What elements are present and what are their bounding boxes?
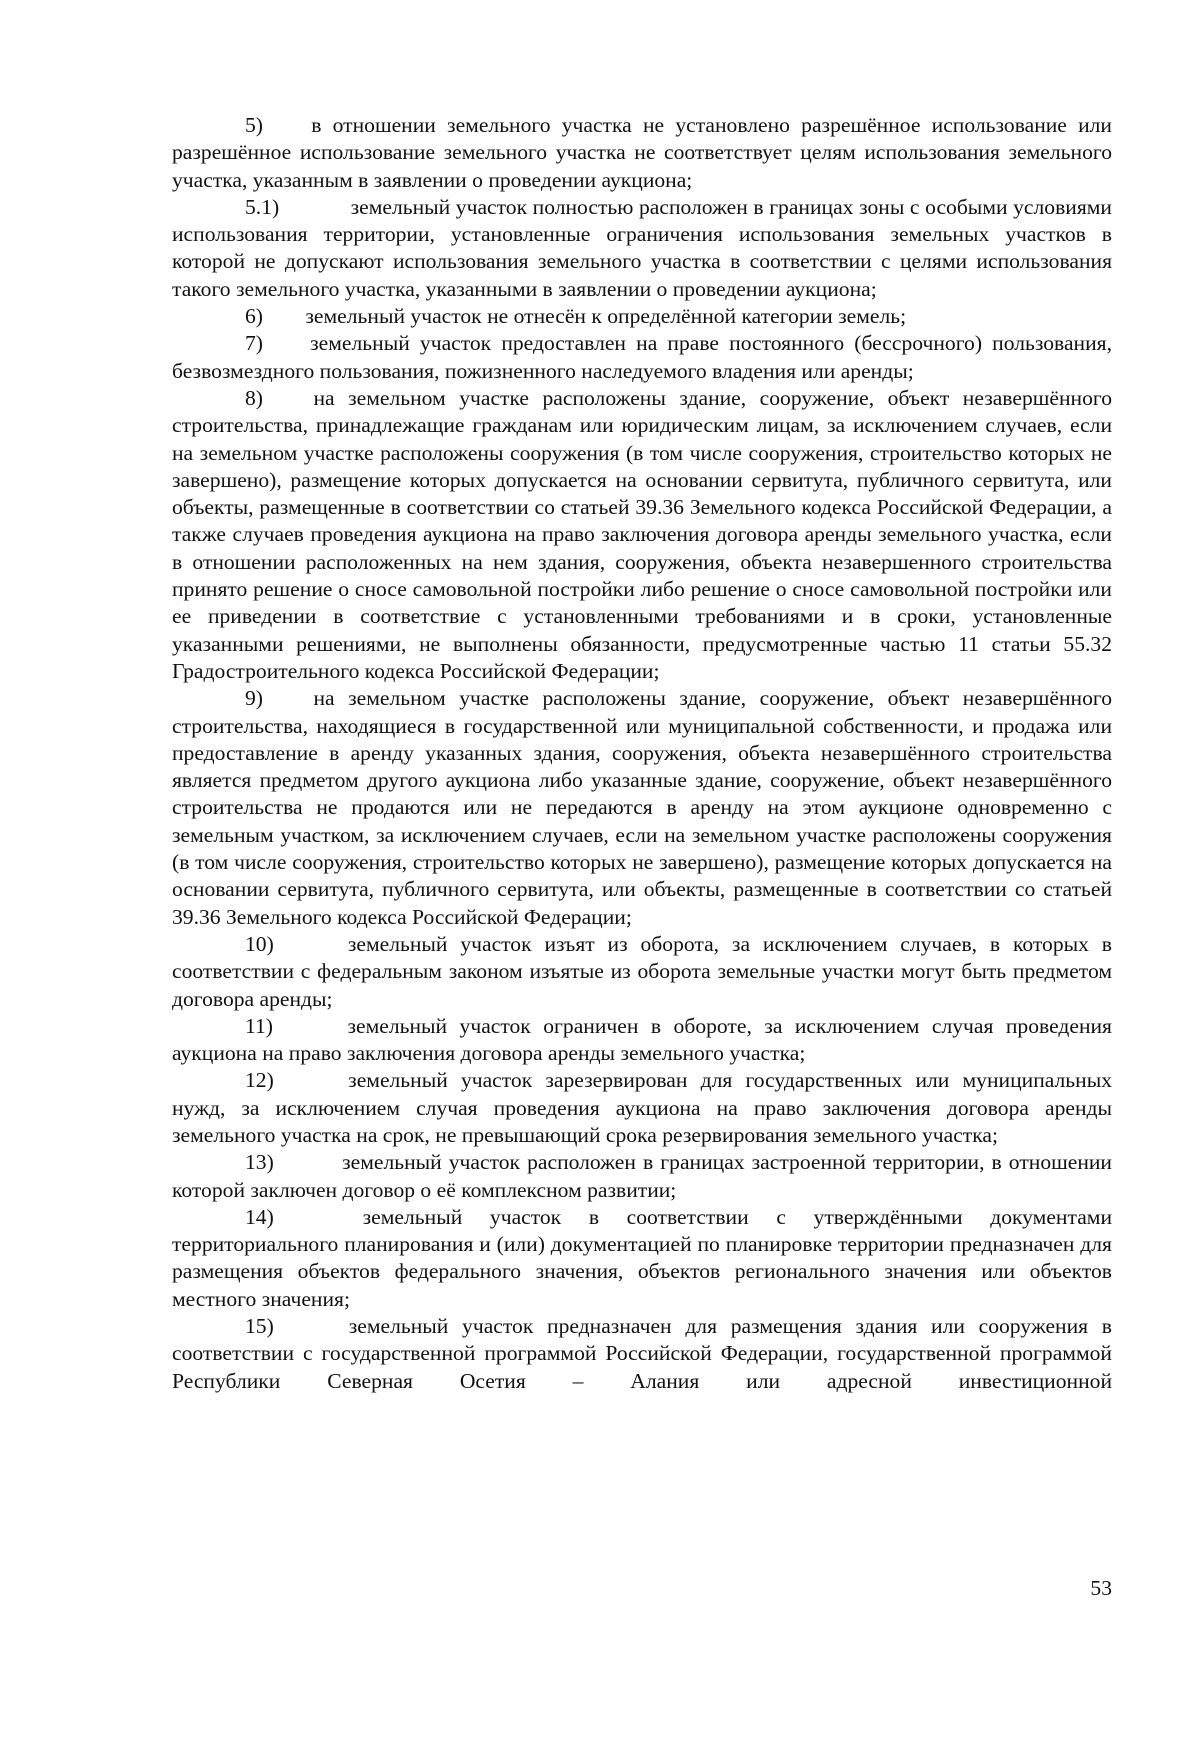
list-item-9: [172, 685, 1112, 931]
item-text: земельный участок расположен в границах застроенной территории, в отношении которой заключен договор о её комплексном развитии;: [172, 1150, 1112, 1202]
list-item-13: [172, 1149, 1112, 1204]
list-item-6: [172, 303, 1112, 330]
item-number: 15): [245, 1314, 274, 1339]
item-text: на земельном участке расположены здание, сооружение, объект незавершённого строительства, принадлежащие гражданам или юридическим лицам, за исключением случаев, если на земельном участке расположены сооружения (в том числе сооружения, строительство которых не завершено), размещение которых допускается на основании сервитута, публичного сервитута, или объекты, размещенные в соответствии со статьей 39.36 Земельного кодекса Российской Федерации, а также случаев проведения аукциона на право заключения договора аренды земельного участка, если в отношении расположенных на нем здания, сооружения, объекта незавершенного строительства принято решение о сносе самовольной постройки либо решение о сносе самовольной постройки или ее приведении в соответствие с установленными требованиями и в сроки, установленные указанными решениями, не выполнены обязанности, предусмотренные частью 11 статьи 55.32 Градостроительного кодекса Российской Федерации;: [172, 385, 1112, 683]
item-text: земельный участок зарезервирован для государственных или муниципальных нужд, за исключением случая проведения аукциона на право заключения договора аренды земельного участка на срок, не превышающий срока резервирования земельного участка;: [172, 1068, 1113, 1147]
item-number: 11): [245, 1013, 273, 1038]
item-number: 7): [245, 331, 263, 356]
list-item-15: [172, 1313, 1112, 1395]
list-item-10: [172, 931, 1112, 1013]
item-number: 12): [245, 1068, 274, 1093]
list-item-8: [172, 385, 1112, 685]
item-number: 10): [245, 931, 274, 956]
list-item-5: [172, 112, 1112, 194]
list-item-7: [172, 330, 1112, 385]
item-number: 9): [245, 686, 263, 711]
item-text: земельный участок в соответствии с утверждёнными документами территориального планирования и (или) документацией по планировке территории предназначен для размещения объектов федерального значения, объектов регионального значения или объектов местного значения;: [172, 1204, 1112, 1311]
list-item-14: [172, 1204, 1112, 1313]
item-text: земельный участок предназначен для размещения здания или сооружения в соответствии с государственной программой Российской Федерации, государственной программой Республики Северная Осетия – Алания или адресной инвестиционной: [172, 1314, 1112, 1393]
list-item-12: [172, 1067, 1112, 1149]
list-item-11: [172, 1013, 1112, 1068]
list-item-5-1: [172, 194, 1112, 303]
item-text: земельный участок ограничен в обороте, за исключением случая проведения аукциона на право заключения договора аренды земельного участка;: [172, 1013, 1112, 1066]
item-number: 8): [245, 385, 263, 410]
item-text: земельный участок полностью расположен в границах зоны с особыми условиями использования территории, установленные ограничения использования земельных участков в которой не допускают использования земельного участка в соответствии с целями использования такого земельного участка, указанными в заявлении о проведении аукциона;: [172, 194, 1112, 301]
item-number: 6): [245, 304, 263, 329]
item-text: в отношении земельного участка не установлено разрешённое использование или разрешённое использование земельного участка не соответствует целям использования земельного участка, указанным в заявлении о проведении аукциона;: [172, 113, 1112, 192]
item-text: земельный участок изъят из оборота, за исключением случаев, в которых в соответствии с федеральным законом изъятые из оборота земельные участки могут быть предметом договора аренды;: [172, 931, 1112, 1011]
item-text: земельный участок предоставлен на праве постоянного (бессрочного) пользования, безвозмездного пользования, пожизненного наследуемого владения или аренды;: [172, 331, 1112, 383]
item-number: 5.1): [245, 194, 280, 219]
item-text: на земельном участке расположены здание, сооружение, объект незавершённого строительства, находящиеся в государственной или муниципальной собственности, и продажа или предоставление в аренду указанных здания, сооружения, объекта незавершённого строительства является предметом другого аукциона либо указанные здание, сооружение, объект незавершённого строительства не продаются или не передаются в аренду на этом аукционе одновременно с земельным участком, за исключением случаев, если на земельном участке расположены сооружения (в том числе сооружения, строительство которых не завершено), размещение которых допускается на основании сервитута, публичного сервитута, или объекты, размещенные в соответствии со статьей 39.36 Земельного кодекса Российской Федерации;: [172, 686, 1112, 929]
item-number: 5): [245, 113, 263, 137]
item-number: 14): [245, 1204, 274, 1229]
item-text: земельный участок не отнесён к определённой категории земель;: [305, 304, 907, 329]
page-number: 53: [1090, 1576, 1112, 1600]
item-number: 13): [245, 1150, 274, 1175]
document-page: [172, 112, 1112, 1395]
